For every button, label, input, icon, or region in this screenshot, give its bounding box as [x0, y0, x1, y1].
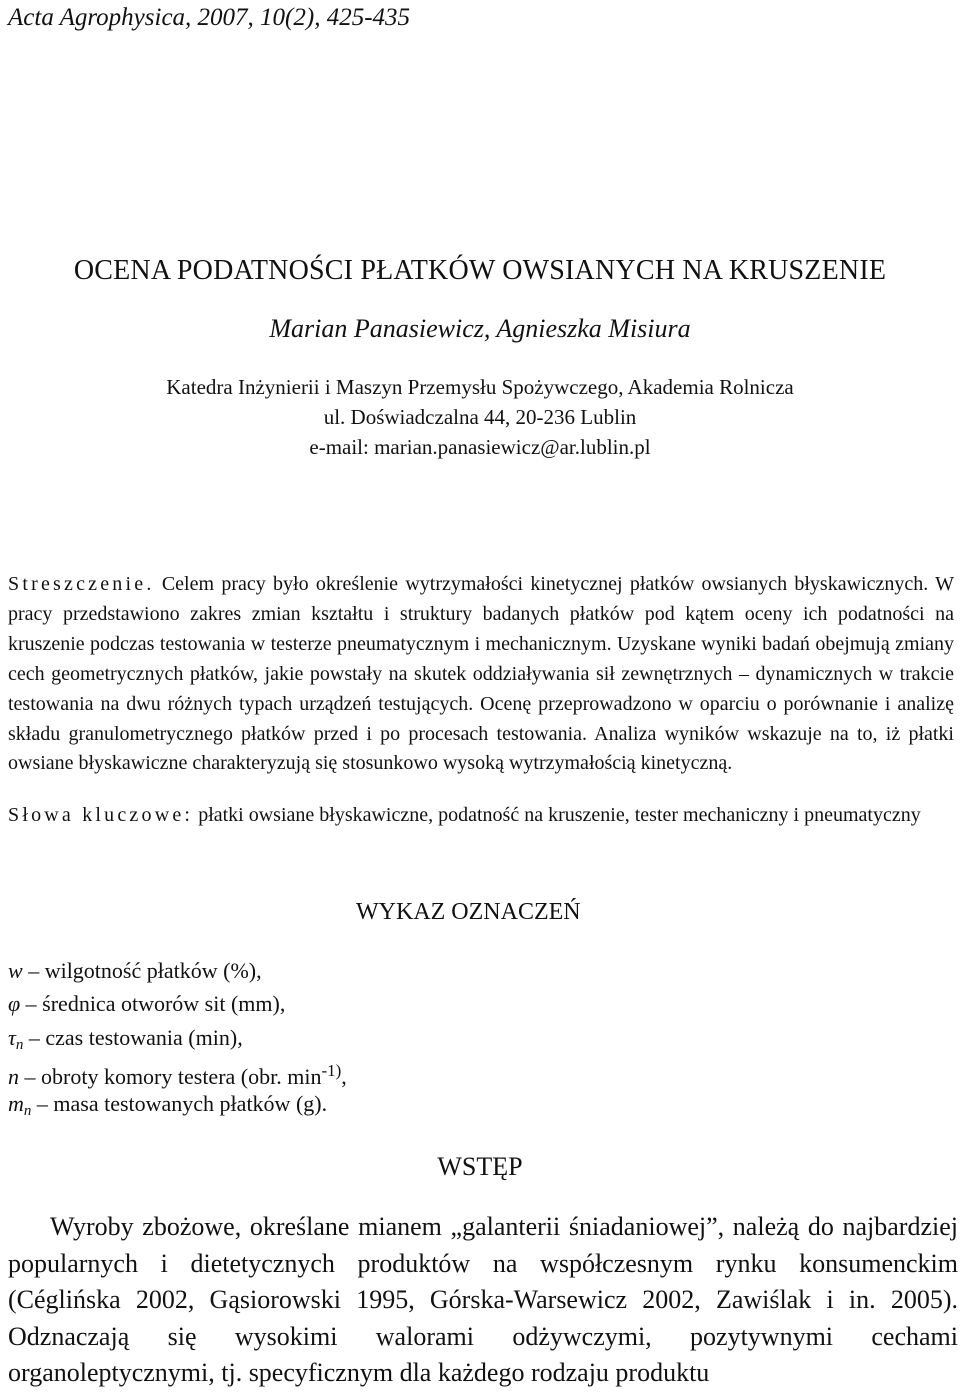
- symbol-name: m: [8, 1091, 24, 1117]
- symbol-name: τ: [8, 1024, 16, 1050]
- symbol-description: – masa testowanych płatków (g).: [36, 1091, 328, 1117]
- affiliation-address: ul. Doświadczalna 44, 20-236 Lublin: [323, 405, 637, 429]
- affiliation-block: [0, 372, 960, 462]
- intro-paragraph: Wyroby zbożowe, określane mianem „galanterii śniadaniowej”, należą do najbardziej popularnych i dietetycznych produktów na współczesnym rynku konsumenckim (Céglińska 2002, Gąsiorowski 1995, Górska-Warsewicz 2002, Zawiślak i in. 2005). Odznaczają się wysokimi walorami odżywczymi, pozytywnymi cechami organoleptycznymi, tj. specyficznym dla każdego rodzaju produktu: [8, 1212, 958, 1388]
- keywords-label: Słowa kluczowe:: [8, 804, 194, 826]
- symbols-heading: WYKAZ OZNACZEŃ: [356, 899, 581, 925]
- symbol-row: [8, 1087, 347, 1120]
- keywords: [8, 800, 954, 830]
- symbol-description: – wilgotność płatków (%),: [28, 958, 262, 983]
- symbol-tail: ,: [341, 1063, 347, 1089]
- symbol-name: φ: [8, 991, 21, 1017]
- symbol-row: [8, 987, 347, 1020]
- symbol-superscript: -1): [321, 1060, 342, 1080]
- symbol-subscript: n: [23, 1103, 32, 1120]
- symbol-description: – obroty komory testera (obr. min: [24, 1063, 322, 1089]
- symbol-description: – średnica otworów sit (mm),: [25, 991, 286, 1017]
- symbol-row: [8, 954, 347, 987]
- symbol-row: [8, 1054, 347, 1087]
- symbol-name: n: [8, 1063, 19, 1089]
- abstract-label: Streszczenie.: [8, 573, 155, 595]
- symbol-row: [8, 1021, 347, 1054]
- symbol-name: w: [8, 958, 23, 983]
- affiliation-institution: Katedra Inżynierii i Maszyn Przemysłu Spożywczego, Akademia Rolnicza: [166, 375, 794, 399]
- section-heading-intro: WSTĘP: [437, 1152, 523, 1181]
- paper-title: OCENA PODATNOŚCI PŁATKÓW OWSIANYCH NA KRUSZENIE: [73, 255, 887, 286]
- abstract: [8, 570, 954, 779]
- abstract-text: Celem pracy było określenie wytrzymałości kinetycznej płatków owsianych błyskawicznych. W pracy przedstawiono zakres zmian kształtu i struktury badanych płatków pod kątem oceny ich podatności na kruszenie podczas testowania w testerze pneumatycznym i mechanicznym. Uzyskane wyniki badań obejmują zmiany cech geometrycznych płatków, jakie powstały na skutek oddziaływania sił zewnętrznych – dynamicznych w trakcie testowania na dwu różnych typach urządzeń testujących. Ocenę przeprowadzono w oparciu o porównanie i analizę składu granulometrycznego płatków przed i po procesach testowania. Analiza wyników wskazuje na to, iż płatki owsiane błyskawiczne charakteryzują się stosunkowo wysoką wytrzymałością kinetyczną.: [8, 573, 955, 775]
- symbols-list: [8, 954, 347, 1120]
- intro-section: [8, 1209, 958, 1392]
- affiliation-email: e-mail: marian.panasiewicz@ar.lublin.pl: [309, 435, 651, 459]
- paper-authors: Marian Panasiewicz, Agnieszka Misiura: [269, 314, 691, 343]
- journal-citation: Acta Agrophysica, 2007, 10(2), 425-435: [8, 4, 411, 31]
- symbol-description: – czas testowania (min),: [28, 1024, 243, 1050]
- symbol-subscript: n: [15, 1036, 24, 1053]
- keywords-text: płatki owsiane błyskawiczne, podatność na kruszenie, tester mechaniczny i pneumatyczny: [198, 804, 921, 826]
